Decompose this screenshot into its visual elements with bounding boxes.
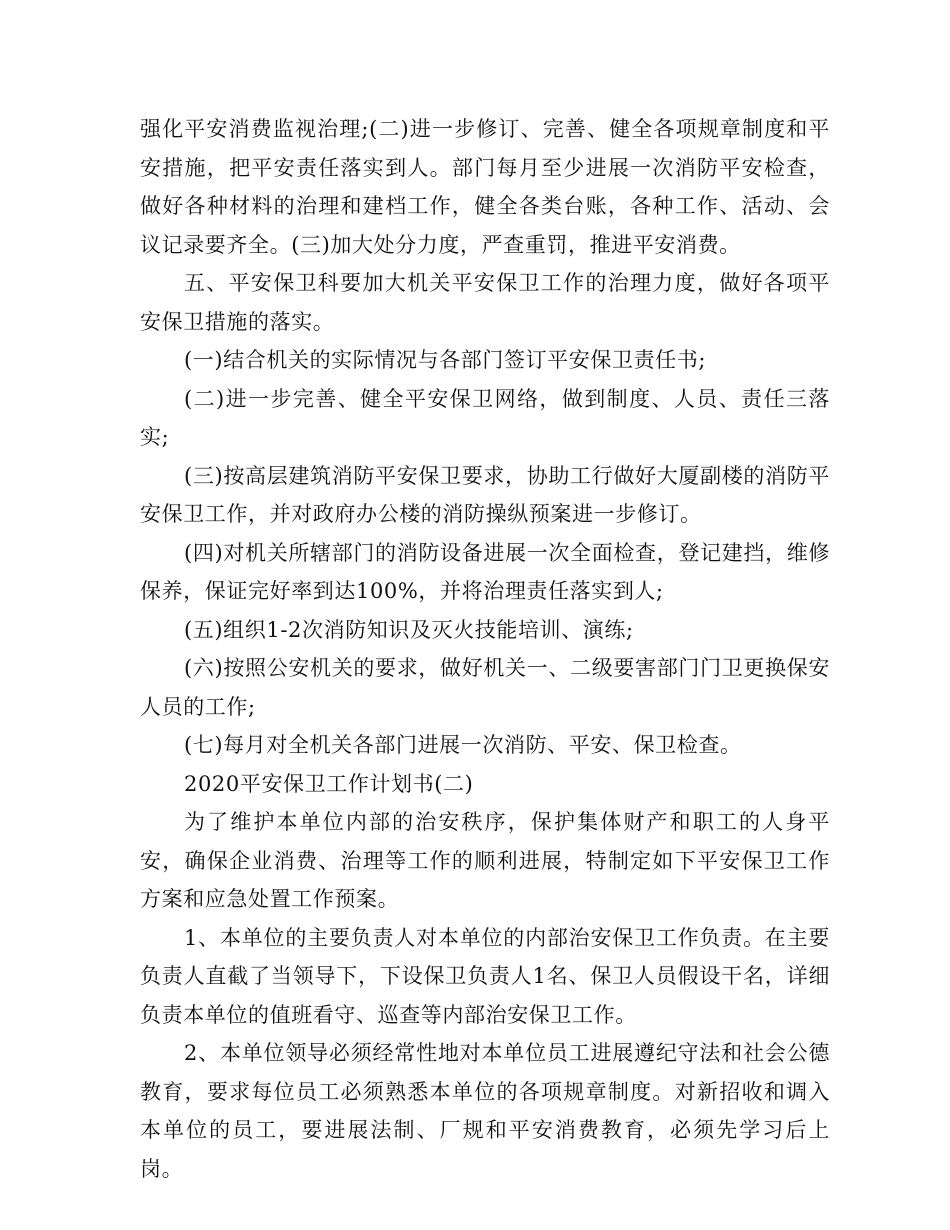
paragraph-7: (五)组织1-2次消防知识及灭火技能培训、演练; — [184, 617, 634, 642]
paragraph-2: 五、平安保卫科要加大机关平安保卫工作的治理力度，做好各项平安保卫措施的落实。 — [140, 271, 830, 334]
paragraph-6: (四)对机关所辖部门的消防设备进展一次全面检查，登记建挡，维修保养，保证完好率到达100%，并将治理责任落实到人; — [140, 540, 830, 603]
paragraph-11: 为了维护本单位内部的治安秩序，保护集体财产和职工的人身平安，确保企业消费、治理等工作的顺利进展，特制定如下平安保卫工作方案和应急处置工作预案。 — [140, 810, 830, 911]
document-page — [140, 110, 830, 1188]
paragraph-8: (六)按照公安机关的要求，做好机关一、二级要害部门门卫更换保安人员的工作; — [140, 656, 830, 719]
paragraph-5: (三)按高层建筑消防平安保卫要求，协助工行做好大厦副楼的消防平安保卫工作，并对政府办公楼的消防操纵预案进一步修订。 — [140, 463, 830, 526]
paragraph-9: (七)每月对全机关各部门进展一次消防、平安、保卫检查。 — [184, 733, 742, 757]
section-heading: 2020平安保卫工作计划书(二) — [184, 771, 474, 796]
paragraph-12: 1、本单位的主要负责人对本单位的内部治安保卫工作负责。在主要负责人直截了当领导下，下设保卫负责人1名、保卫人员假设干名，详细负责本单位的值班看守、巡查等内部治安保卫工作。 — [140, 925, 830, 1027]
paragraph-3: (一)结合机关的实际情况与各部门签订平安保卫责任书; — [184, 348, 707, 372]
paragraph-4: (二)进一步完善、健全平安保卫网络，做到制度、人员、责任三落实; — [140, 386, 830, 449]
paragraph-1: 强化平安消费监视治理;(二)进一步修订、完善、健全各项规章制度和平安措施，把平安责任落实到人。部门每月至少进展一次消防平安检查，做好各种材料的治理和建档工作，健全各类台账，各种工作、活动、会议记录要齐全。(三)加大处分力度，严查重罚，推进平安消费。 — [140, 117, 830, 257]
paragraph-13: 2、本单位领导必须经常性地对本单位员工进展遵纪守法和社会公德教育，要求每位员工必须熟悉本单位的各项规章制度。对新招收和调入本单位的员工，要进展法制、厂规和平安消费教育，必须先学习后上岗。 — [140, 1041, 830, 1181]
